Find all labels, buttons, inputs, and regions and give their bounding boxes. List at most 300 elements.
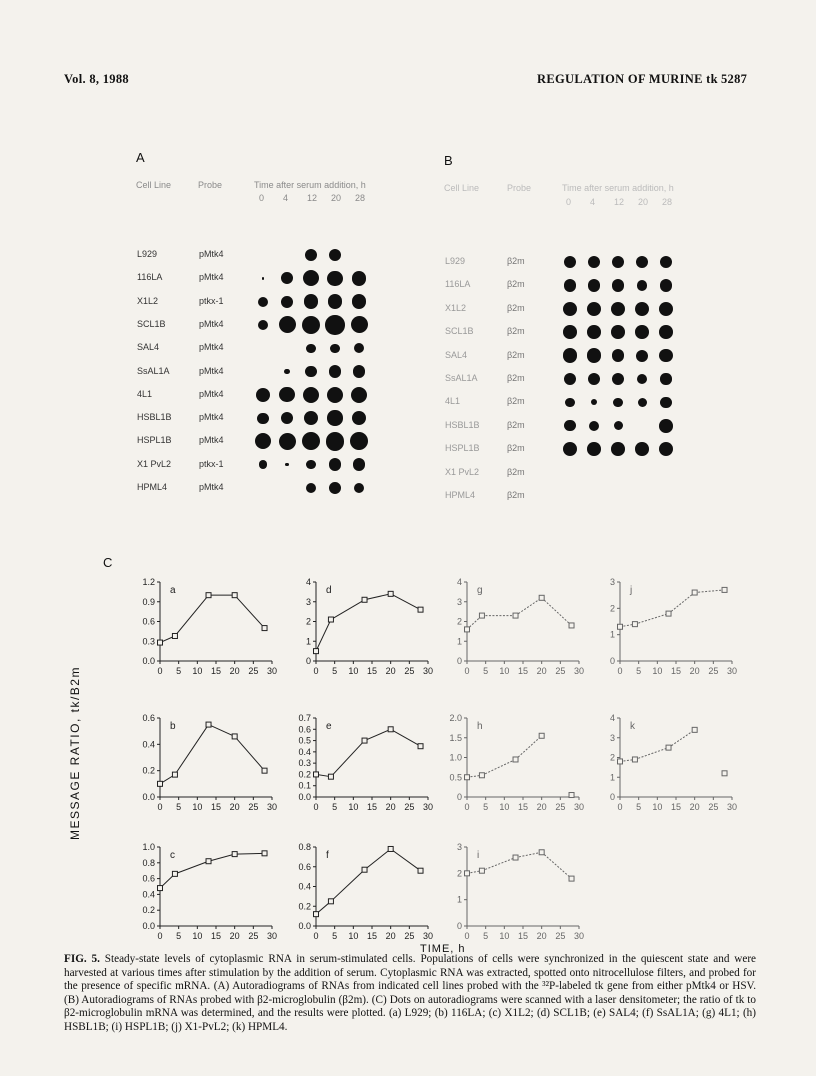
chart-j-y-tick-label: 0	[609, 656, 615, 666]
chart-g-y-tick-label: 1	[456, 636, 462, 647]
chart-e-y-tick-label: 0.2	[298, 769, 311, 780]
chart-d-x-tick-label: 30	[422, 666, 434, 676]
chart-b-x-tick-label: 25	[248, 802, 259, 812]
chart-k-data-point	[666, 745, 671, 750]
chart-i-y-tick-label: 3	[456, 842, 462, 852]
chart-a-x-tick-label: 30	[266, 666, 278, 676]
chart-g-x-tick-label: 25	[555, 666, 566, 676]
chart-b-line-segment	[235, 736, 265, 770]
chart-j-y-tick-label: 3	[609, 577, 615, 587]
panelA-probe-label: pMtk4	[199, 272, 224, 283]
panelA-cell-line-label: HSBL1B	[137, 412, 172, 423]
chart-h-x-tick-label: 30	[573, 802, 585, 812]
chart-k-y-tick-label: 4	[609, 713, 615, 723]
chart-j-x-tick-label: 30	[726, 666, 738, 676]
panelA-probe-label: pMtk4	[199, 365, 224, 376]
chart-c-x-tick-label: 10	[192, 931, 203, 941]
chart-f-panel-letter: f	[326, 850, 329, 861]
chart-k-x-tick-label: 15	[670, 802, 682, 812]
chart-e-x-tick-label: 15	[366, 802, 378, 812]
chart-b-data-point	[232, 734, 237, 739]
panelB-probe-label: β2m	[507, 256, 525, 266]
chart-b-y-tick-label: 0.0	[142, 792, 155, 802]
chart-b-data-point	[158, 781, 163, 786]
chart-e-x-tick-label: 0	[313, 802, 319, 812]
chart-c-data-point	[172, 871, 177, 876]
panelB-probe-label: β2m	[507, 419, 525, 430]
panelB-probe-label: β2m	[507, 326, 525, 337]
panelA-probe-label: ptkx-1	[199, 295, 224, 306]
chart-b-data-point	[206, 722, 211, 727]
chart-g-x-tick-label: 10	[499, 666, 510, 676]
panelA-cell-line-label: SsAL1A	[137, 365, 170, 376]
chart-d-line-segment	[365, 594, 391, 600]
chart-a-line-segment	[235, 595, 265, 628]
chart-g-x-tick-label: 0	[464, 666, 470, 676]
chart-a-x-tick-label: 10	[192, 666, 203, 676]
chart-h-y-tick-label: 1.5	[449, 732, 462, 743]
chart-d-x-tick-label: 25	[404, 666, 415, 676]
chart-h-y-tick-label: 1.0	[449, 752, 462, 763]
chart-a-data-point	[158, 640, 163, 645]
chart-c-data-point	[158, 886, 163, 891]
chart-g-data-point	[465, 627, 470, 632]
chart-c-data-point	[206, 859, 211, 864]
panelB-cell-line-label: HSBL1B	[445, 419, 480, 430]
chart-h-data-point	[465, 775, 470, 780]
chart-h-panel-letter: h	[477, 721, 483, 732]
chart-a-data-point	[262, 626, 267, 631]
chart-f-data-point	[362, 867, 367, 872]
chart-g-line-segment	[542, 598, 572, 626]
chart-c-panel-letter: c	[170, 850, 175, 861]
panelA-cell-line-label: HSPL1B	[137, 435, 172, 446]
chart-k-x-tick-label: 0	[617, 802, 623, 812]
chart-b-line-segment	[209, 725, 235, 737]
panelB-probe-label: β2m	[507, 373, 525, 383]
chart-b-line-segment	[175, 725, 209, 775]
panelA-time-label: 4	[283, 193, 289, 203]
chart-j-panel-letter: j	[630, 585, 633, 596]
panelB-cell-line-label: SCL1B	[445, 326, 474, 337]
chart-c-x-tick-label: 20	[229, 931, 240, 941]
chart-j-x-tick-label: 5	[636, 666, 642, 676]
chart-k-data-point	[722, 771, 727, 776]
chart-a-panel-letter: a	[170, 585, 176, 596]
chart-g-x-tick-label: 30	[573, 666, 585, 676]
chart-i-x-tick-label: 20	[536, 931, 547, 941]
chart-h-x-tick-label: 25	[555, 802, 566, 812]
panelA-probe-label: pMtk4	[199, 318, 224, 329]
chart-a-y-tick-label: 1.2	[142, 577, 155, 587]
chart-j-data-point	[632, 622, 637, 627]
panelA-cell-line-label: SCL1B	[137, 318, 166, 329]
chart-f-x-tick-label: 0	[313, 931, 319, 941]
chart-h-line-segment	[516, 736, 542, 760]
chart-d-data-point	[362, 597, 367, 602]
chart-j-data-point	[666, 611, 671, 616]
chart-h-x-tick-label: 20	[536, 802, 547, 812]
panelB-cell-line-label: HSPL1B	[445, 443, 480, 454]
chart-a-line-segment	[175, 595, 209, 636]
chart-a-data-point	[206, 593, 211, 598]
chart-f-line-segment	[391, 849, 421, 871]
chart-k-data-point	[618, 759, 623, 764]
chart-e-y-tick-label: 0.0	[298, 792, 311, 802]
chart-f-line-segment	[331, 870, 365, 902]
chart-k-panel-letter: k	[630, 721, 635, 732]
chart-j-y-tick-label: 2	[609, 603, 615, 614]
caption-label: FIG. 5.	[64, 953, 100, 965]
chart-a-y-tick-label: 0.6	[142, 616, 155, 627]
chart-j-x-tick-label: 0	[617, 666, 623, 676]
chart-j-data-point	[722, 587, 727, 592]
chart-e-x-tick-label: 10	[348, 802, 359, 812]
panelA-cell-line-label: X1 PvL2	[137, 458, 172, 469]
panelB-probe-label: β2m	[507, 302, 525, 313]
chart-k-y-tick-label: 0	[609, 792, 615, 802]
panelB-time-label: 4	[590, 197, 596, 207]
chart-d-line-segment	[316, 620, 331, 652]
panelA-probe-label: pMtk4	[199, 482, 224, 492]
chart-i-panel-letter: i	[477, 850, 480, 861]
chart-k-y-tick-label: 2	[609, 752, 615, 763]
panelA-cell-line-label: 4L1	[137, 388, 153, 399]
chart-d-panel-letter: d	[326, 585, 332, 596]
chart-f-x-tick-label: 10	[348, 931, 359, 941]
chart-f-line-segment	[365, 849, 391, 870]
chart-k-line-segment	[635, 748, 669, 760]
chart-c-x-tick-label: 0	[157, 931, 163, 941]
chart-h-data-point	[479, 773, 484, 778]
panel-a-letter: A	[136, 150, 145, 165]
panel-a-col-cell-line: Cell Line	[136, 180, 172, 190]
panelA-time-label: 0	[259, 193, 265, 203]
chart-k-line-segment	[669, 730, 695, 748]
chart-g-y-tick-label: 4	[456, 577, 462, 587]
chart-h-data-point	[513, 757, 518, 762]
chart-c-x-tick-label: 25	[248, 931, 259, 941]
chart-i-data-point	[465, 871, 470, 876]
chart-a-x-tick-label: 25	[248, 666, 259, 676]
chart-a-y-tick-label: 0.9	[142, 596, 155, 607]
chart-b-x-tick-label: 5	[176, 802, 182, 812]
chart-f-x-tick-label: 15	[366, 931, 378, 941]
chart-i-x-tick-label: 30	[573, 931, 585, 941]
chart-a-data-point	[232, 593, 237, 598]
chart-e-y-tick-label: 0.5	[298, 735, 311, 746]
chart-i-x-tick-label: 15	[517, 931, 529, 941]
chart-a-y-tick-label: 0.3	[142, 636, 155, 647]
chart-c-y-tick-label: 0.2	[142, 905, 155, 916]
chart-i-data-point	[569, 876, 574, 881]
chart-i-x-tick-label: 5	[483, 931, 489, 941]
panelA-cell-line-label: SAL4	[137, 342, 160, 353]
panelA-cell-line-label: L929	[137, 249, 158, 259]
chart-i-y-tick-label: 1	[456, 894, 462, 905]
chart-e-x-tick-label: 20	[385, 802, 396, 812]
chart-f-y-tick-label: 0.4	[298, 881, 311, 892]
chart-e-y-tick-label: 0.7	[298, 713, 311, 723]
chart-c-data-point	[262, 851, 267, 856]
chart-i-y-tick-label: 0	[456, 921, 462, 931]
chart-d-y-tick-label: 2	[305, 616, 311, 627]
chart-b-x-tick-label: 0	[157, 802, 163, 812]
panelB-cell-line-label: X1 PvL2	[445, 466, 480, 477]
panelA-time-label: 28	[355, 193, 366, 203]
panelB-cell-line-label: HPML4	[445, 490, 476, 500]
chart-j-x-tick-label: 25	[708, 666, 719, 676]
panelA-time-label: 20	[331, 193, 342, 203]
chart-i-line-segment	[542, 852, 572, 878]
chart-h-data-point	[539, 733, 544, 738]
chart-d-line-segment	[391, 594, 421, 610]
chart-i-y-tick-label: 2	[456, 868, 462, 879]
chart-f-y-tick-label: 0.6	[298, 861, 311, 872]
panelB-cell-line-label: 116LA	[445, 279, 471, 290]
chart-c-x-tick-label: 5	[176, 931, 182, 941]
chart-g-panel-letter: g	[477, 585, 483, 596]
chart-j-x-tick-label: 10	[652, 666, 663, 676]
chart-e-line-segment	[365, 729, 391, 740]
panel-b-letter: B	[444, 153, 453, 168]
chart-g-data-point	[513, 613, 518, 618]
panel-b-col-cell-line: Cell Line	[444, 183, 480, 193]
chart-b-y-tick-label: 0.6	[142, 713, 155, 723]
chart-d-x-tick-label: 10	[348, 666, 359, 676]
panelA-probe-label: pMtk4	[199, 388, 224, 399]
panelB-probe-label: β2m	[507, 490, 525, 500]
chart-b-x-tick-label: 10	[192, 802, 203, 812]
chart-b-y-tick-label: 0.4	[142, 739, 155, 750]
chart-c-y-tick-label: 1.0	[142, 842, 155, 852]
chart-f-data-point	[314, 912, 319, 917]
chart-h-data-point	[569, 793, 574, 798]
chart-e-x-tick-label: 25	[404, 802, 415, 812]
panelB-time-label: 28	[662, 197, 673, 207]
chart-k-data-point	[692, 727, 697, 732]
chart-d-y-tick-label: 4	[305, 577, 311, 587]
panel-a-col-probe: Probe	[198, 180, 223, 190]
chart-k-x-tick-label: 25	[708, 802, 719, 812]
chart-a-x-tick-label: 0	[157, 666, 163, 676]
panel-c-y-axis-label: MESSAGE RATIO, tk/B2m	[68, 666, 82, 840]
chart-g-line-segment	[516, 598, 542, 616]
chart-f-data-point	[388, 846, 393, 851]
chart-c-line-segment	[175, 861, 209, 874]
chart-j-line-segment	[695, 590, 725, 593]
panelA-probe-label: pMtk4	[199, 342, 224, 353]
chart-c-y-tick-label: 0.8	[142, 857, 155, 868]
chart-d-data-point	[314, 649, 319, 654]
chart-a-x-tick-label: 20	[229, 666, 240, 676]
chart-i-data-point	[513, 855, 518, 860]
chart-e-y-tick-label: 0.1	[298, 780, 311, 791]
chart-g-data-point	[539, 595, 544, 600]
panel-b-col-probe: Probe	[507, 183, 532, 193]
chart-h-y-tick-label: 2.0	[449, 713, 462, 723]
chart-a-data-point	[172, 633, 177, 638]
chart-j-data-point	[618, 624, 623, 629]
chart-c-x-tick-label: 15	[210, 931, 222, 941]
chart-f-x-tick-label: 5	[332, 931, 338, 941]
chart-b-x-tick-label: 20	[229, 802, 240, 812]
chart-e-line-segment	[391, 729, 421, 746]
panelA-cell-line-label: X1L2	[137, 295, 159, 306]
panel-c-x-axis-label: TIME, h	[420, 943, 466, 955]
panelA-cell-line-label: HPML4	[137, 482, 168, 492]
chart-e-x-tick-label: 5	[332, 802, 338, 812]
chart-e-data-point	[418, 744, 423, 749]
chart-e-data-point	[328, 774, 333, 779]
chart-e-y-tick-label: 0.3	[298, 758, 311, 769]
panelA-probe-label: ptkx-1	[199, 458, 224, 469]
chart-i-x-tick-label: 25	[555, 931, 566, 941]
chart-g-x-tick-label: 5	[483, 666, 489, 676]
panelB-probe-label: β2m	[507, 279, 525, 290]
chart-g-x-tick-label: 15	[517, 666, 529, 676]
chart-f-x-tick-label: 30	[422, 931, 434, 941]
panelB-time-label: 0	[566, 197, 572, 207]
chart-g-x-tick-label: 20	[536, 666, 547, 676]
panelA-time-label: 12	[307, 193, 318, 203]
chart-h-x-tick-label: 15	[517, 802, 529, 812]
chart-h-x-tick-label: 5	[483, 802, 489, 812]
panelB-probe-label: β2m	[507, 349, 525, 360]
panel-b-col-time: Time after serum addition, h	[562, 183, 674, 193]
panelB-cell-line-label: X1L2	[445, 302, 467, 313]
chart-g-data-point	[569, 623, 574, 628]
chart-c-line-segment	[209, 854, 235, 861]
chart-e-x-tick-label: 30	[422, 802, 434, 812]
chart-f-data-point	[418, 868, 423, 873]
chart-d-y-tick-label: 3	[305, 596, 311, 607]
panelB-cell-line-label: SAL4	[445, 349, 468, 360]
chart-h-y-tick-label: 0.5	[449, 772, 462, 783]
chart-g-y-tick-label: 2	[456, 616, 462, 627]
chart-b-data-point	[262, 768, 267, 773]
chart-b-x-tick-label: 30	[266, 802, 278, 812]
chart-d-x-tick-label: 20	[385, 666, 396, 676]
chart-g-y-tick-label: 0	[456, 656, 462, 666]
panelA-probe-label: pMtk4	[199, 435, 224, 446]
panelB-cell-line-label: 4L1	[445, 396, 461, 407]
chart-b-data-point	[172, 772, 177, 777]
chart-f-x-tick-label: 25	[404, 931, 415, 941]
panelA-cell-line-label: 116LA	[137, 272, 163, 283]
chart-k-x-tick-label: 5	[636, 802, 642, 812]
chart-f-data-point	[328, 899, 333, 904]
chart-e-panel-letter: e	[326, 721, 332, 732]
chart-e-y-tick-label: 0.6	[298, 724, 311, 735]
chart-c-x-tick-label: 30	[266, 931, 278, 941]
chart-k-data-point	[632, 757, 637, 762]
chart-c-data-point	[232, 852, 237, 857]
chart-j-data-point	[692, 590, 697, 595]
chart-i-x-tick-label: 0	[464, 931, 470, 941]
chart-j-x-tick-label: 15	[670, 666, 682, 676]
chart-e-data-point	[362, 738, 367, 743]
chart-a-y-tick-label: 0.0	[142, 656, 155, 666]
chart-c-y-tick-label: 0.4	[142, 889, 155, 900]
chart-c-y-tick-label: 0.6	[142, 873, 155, 884]
panelB-probe-label: β2m	[507, 466, 525, 477]
panelB-time-label: 20	[638, 197, 649, 207]
chart-g-data-point	[479, 613, 484, 618]
chart-h-x-tick-label: 10	[499, 802, 510, 812]
panelB-cell-line-label: SsAL1A	[445, 373, 478, 383]
running-header-title: REGULATION OF MURINE tk	[537, 72, 718, 86]
chart-b-y-tick-label: 0.2	[142, 765, 155, 776]
chart-k-x-tick-label: 30	[726, 802, 738, 812]
chart-f-y-tick-label: 0.8	[298, 842, 311, 852]
chart-e-line-segment	[331, 741, 365, 777]
caption-text: Steady-state levels of cytoplasmic RNA in serum-stimulated cells. Populations of cells were synchronized in the quiescent state and were harvested at various times after stimulation by the addition of serum. Cytoplasmic RNA was extracted, spotted onto nitrocellulose filters, and probed for the presence of specific mRNA. (A) Autoradiograms of RNAs from indicated cell lines probed with the ³²P-labeled tk gene from either pMtk4 or HSV. (B) Autoradiograms of RNAs probed with β2-microglobulin (β2m). (C) Dots on autoradiograms were scanned with a laser densitometer; the ratio of tk to β2-microglobulin mRNA was determined, and the results were plotted. (a) L929; (b) 116LA; (c) X1L2; (d) SCL1B; (e) SAL4; (f) SsAL1A; (g) 4L1; (h) HSBL1B; (i) HSPL1B; (j) X1-PvL2; (k) HPML4.	[64, 953, 757, 1033]
chart-k-x-tick-label: 10	[652, 802, 663, 812]
chart-k-y-tick-label: 1	[609, 772, 615, 783]
chart-i-x-tick-label: 10	[499, 931, 510, 941]
chart-e-data-point	[314, 772, 319, 777]
running-header-volume: Vol. 8, 1988	[64, 72, 129, 86]
chart-f-x-tick-label: 20	[385, 931, 396, 941]
panelB-probe-label: β2m	[507, 396, 525, 407]
chart-e-y-tick-label: 0.4	[298, 746, 311, 757]
chart-b-panel-letter: b	[170, 721, 176, 732]
chart-d-data-point	[328, 617, 333, 622]
chart-c-y-tick-label: 0.0	[142, 921, 155, 931]
chart-h-line-segment	[482, 759, 516, 775]
figure-caption	[64, 953, 756, 1035]
panel-a-col-time: Time after serum addition, h	[254, 180, 366, 190]
panelB-time-label: 12	[614, 197, 625, 207]
chart-d-data-point	[388, 591, 393, 596]
chart-c-line-segment	[235, 853, 265, 854]
chart-d-line-segment	[331, 600, 365, 620]
chart-k-x-tick-label: 20	[689, 802, 700, 812]
chart-d-x-tick-label: 15	[366, 666, 378, 676]
chart-i-line-segment	[516, 852, 542, 857]
chart-d-data-point	[418, 607, 423, 612]
chart-j-line-segment	[635, 614, 669, 625]
chart-a-x-tick-label: 15	[210, 666, 222, 676]
chart-f-y-tick-label: 0.2	[298, 901, 311, 912]
chart-i-data-point	[479, 868, 484, 873]
chart-j-x-tick-label: 20	[689, 666, 700, 676]
chart-h-y-tick-label: 0	[456, 792, 462, 802]
panelA-probe-label: pMtk4	[199, 249, 224, 259]
panelA-probe-label: pMtk4	[199, 412, 224, 423]
chart-j-y-tick-label: 1	[609, 629, 615, 640]
chart-i-data-point	[539, 850, 544, 855]
chart-g-y-tick-label: 3	[456, 596, 462, 607]
chart-j-line-segment	[669, 593, 695, 614]
panel-c-letter: C	[103, 555, 113, 570]
panelB-probe-label: β2m	[507, 443, 525, 454]
chart-d-y-tick-label: 0	[305, 656, 311, 666]
chart-h-x-tick-label: 0	[464, 802, 470, 812]
chart-d-y-tick-label: 1	[305, 636, 311, 647]
chart-b-x-tick-label: 15	[210, 802, 222, 812]
chart-k-y-tick-label: 3	[609, 732, 615, 743]
chart-e-data-point	[388, 727, 393, 732]
panelB-cell-line-label: L929	[445, 256, 466, 266]
chart-d-x-tick-label: 0	[313, 666, 319, 676]
page-number: 5287	[721, 72, 748, 86]
chart-f-y-tick-label: 0.0	[298, 921, 311, 931]
chart-i-line-segment	[482, 858, 516, 871]
chart-a-x-tick-label: 5	[176, 666, 182, 676]
chart-d-x-tick-label: 5	[332, 666, 338, 676]
